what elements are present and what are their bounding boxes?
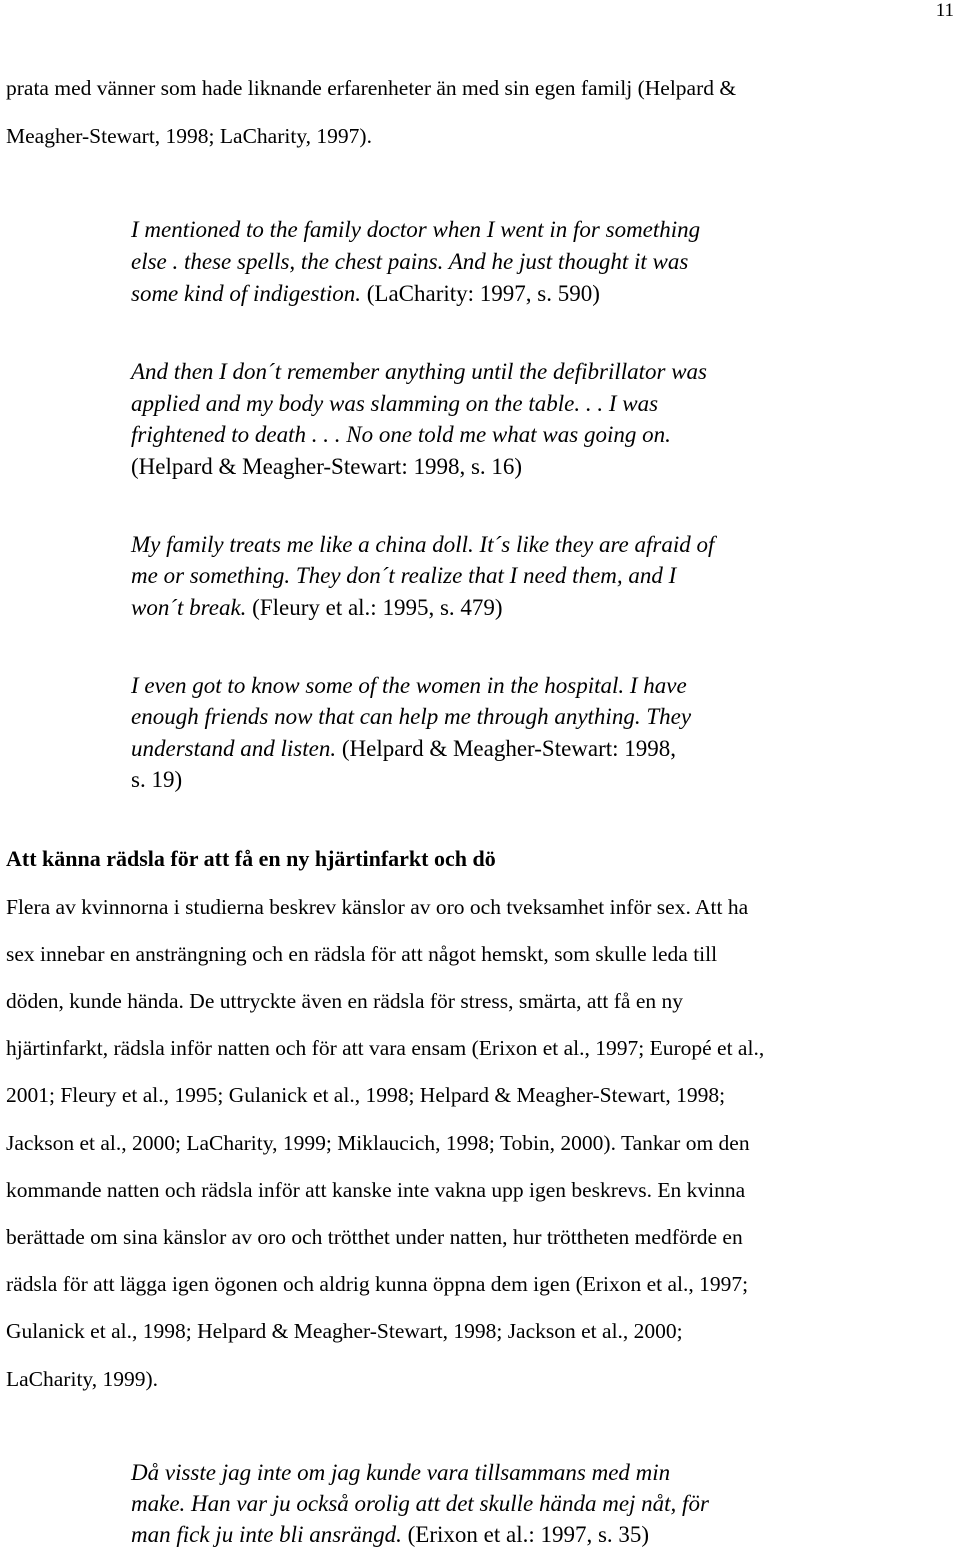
quote-text: man fick ju inte bli ansrängd. <box>131 1522 402 1547</box>
section-line: sex innebar en ansträngning och en rädsla för att något hemskt, som skulle leda till <box>6 942 718 966</box>
quote-line <box>131 421 671 449</box>
quote-text: understand and listen. <box>131 736 337 761</box>
quote-text: else . these spells, the chest pains. And he just thought it was <box>131 249 689 274</box>
section-line: Jackson et al., 2000; LaCharity, 1999; Miklaucich, 1998; Tobin, 2000). Tankar om den <box>6 1131 750 1155</box>
quote-line <box>131 1521 649 1549</box>
quote-line <box>131 216 700 244</box>
quote-text: applied and my body was slamming on the table. . . I was <box>131 391 659 416</box>
quote-text: me or something. They don´t realize that I need them, and I <box>131 563 677 588</box>
quote-text: make. Han var ju också orolig att det skulle hända mej nåt, för <box>131 1491 709 1516</box>
intro-line: prata med vänner som hade liknande erfarenheter än med sin egen familj (Helpard & <box>6 76 737 100</box>
quote-text: My family treats me like a china doll. It´s like they are afraid of <box>131 532 715 557</box>
section-line: hjärtinfarkt, rädsla inför natten och för att vara ensam (Erixon et al., 1997; Europé et al., <box>6 1036 765 1060</box>
quote-line <box>131 672 687 700</box>
quote-text: enough friends now that can help me through anything. They <box>131 704 692 729</box>
page-number: 11 <box>935 0 954 21</box>
quote-citation: (Fleury et al.: 1995, s. 479) <box>246 595 503 620</box>
quote-line <box>131 735 676 763</box>
section-line: berättade om sina känslor av oro och trötthet under natten, hur tröttheten medförde en <box>6 1225 743 1249</box>
section-line: Gulanick et al., 1998; Helpard & Meagher-Stewart, 1998; Jackson et al., 2000; <box>6 1319 683 1343</box>
quote-line <box>131 562 676 590</box>
quote-line <box>131 1490 709 1518</box>
intro-line: Meagher-Stewart, 1998; LaCharity, 1997). <box>6 124 372 148</box>
quote-text: frightened to death . . . No one told me what was going on. <box>131 422 671 447</box>
quote-line <box>131 703 691 731</box>
quote-line <box>131 358 707 386</box>
quote-citation: (Helpard & Meagher-Stewart: 1998, <box>336 736 677 761</box>
quote-text: some kind of indigestion. <box>131 281 361 306</box>
quote-line <box>131 390 658 418</box>
section-line: döden, kunde hända. De uttryckte även en rädsla för stress, smärta, att få en ny <box>6 989 684 1013</box>
quote-citation: (Erixon et al.: 1997, s. 35) <box>401 1522 650 1547</box>
section-line: LaCharity, 1999). <box>6 1367 159 1391</box>
quote-citation: (Helpard & Meagher-Stewart: 1998, s. 16) <box>131 454 523 479</box>
quote-line <box>131 594 503 622</box>
quote-line <box>131 766 182 794</box>
quote-line <box>131 280 600 308</box>
quote-line <box>131 453 522 481</box>
quote-citation: s. 19) <box>131 767 183 792</box>
section-heading: Att känna rädsla för att få en ny hjärtinfarkt och dö <box>6 846 496 871</box>
quote-text: won´t break. <box>131 595 247 620</box>
quote-citation: (LaCharity: 1997, s. 590) <box>360 281 600 306</box>
section-line: Flera av kvinnorna i studierna beskrev känslor av oro och tveksamhet inför sex. Att ha <box>6 895 749 919</box>
quote-text: I even got to know some of the women in the hospital. I have <box>131 673 687 698</box>
quote-text: I mentioned to the family doctor when I went in for something <box>131 217 701 242</box>
quote-text: And then I don´t remember anything until the defibrillator was <box>131 359 707 384</box>
quote-text: Då visste jag inte om jag kunde vara tillsammans med min <box>131 1460 671 1485</box>
section-line: rädsla för att lägga igen ögonen och aldrig kunna öppna dem igen (Erixon et al., 1997; <box>6 1272 749 1296</box>
section-line: 2001; Fleury et al., 1995; Gulanick et al., 1998; Helpard & Meagher-Stewart, 1998; <box>6 1083 726 1107</box>
quote-line <box>131 248 688 276</box>
quote-line <box>131 1459 670 1487</box>
quote-line <box>131 531 714 559</box>
section-line: kommande natten och rädsla inför att kanske inte vakna upp igen beskrevs. En kvinna <box>6 1178 746 1202</box>
